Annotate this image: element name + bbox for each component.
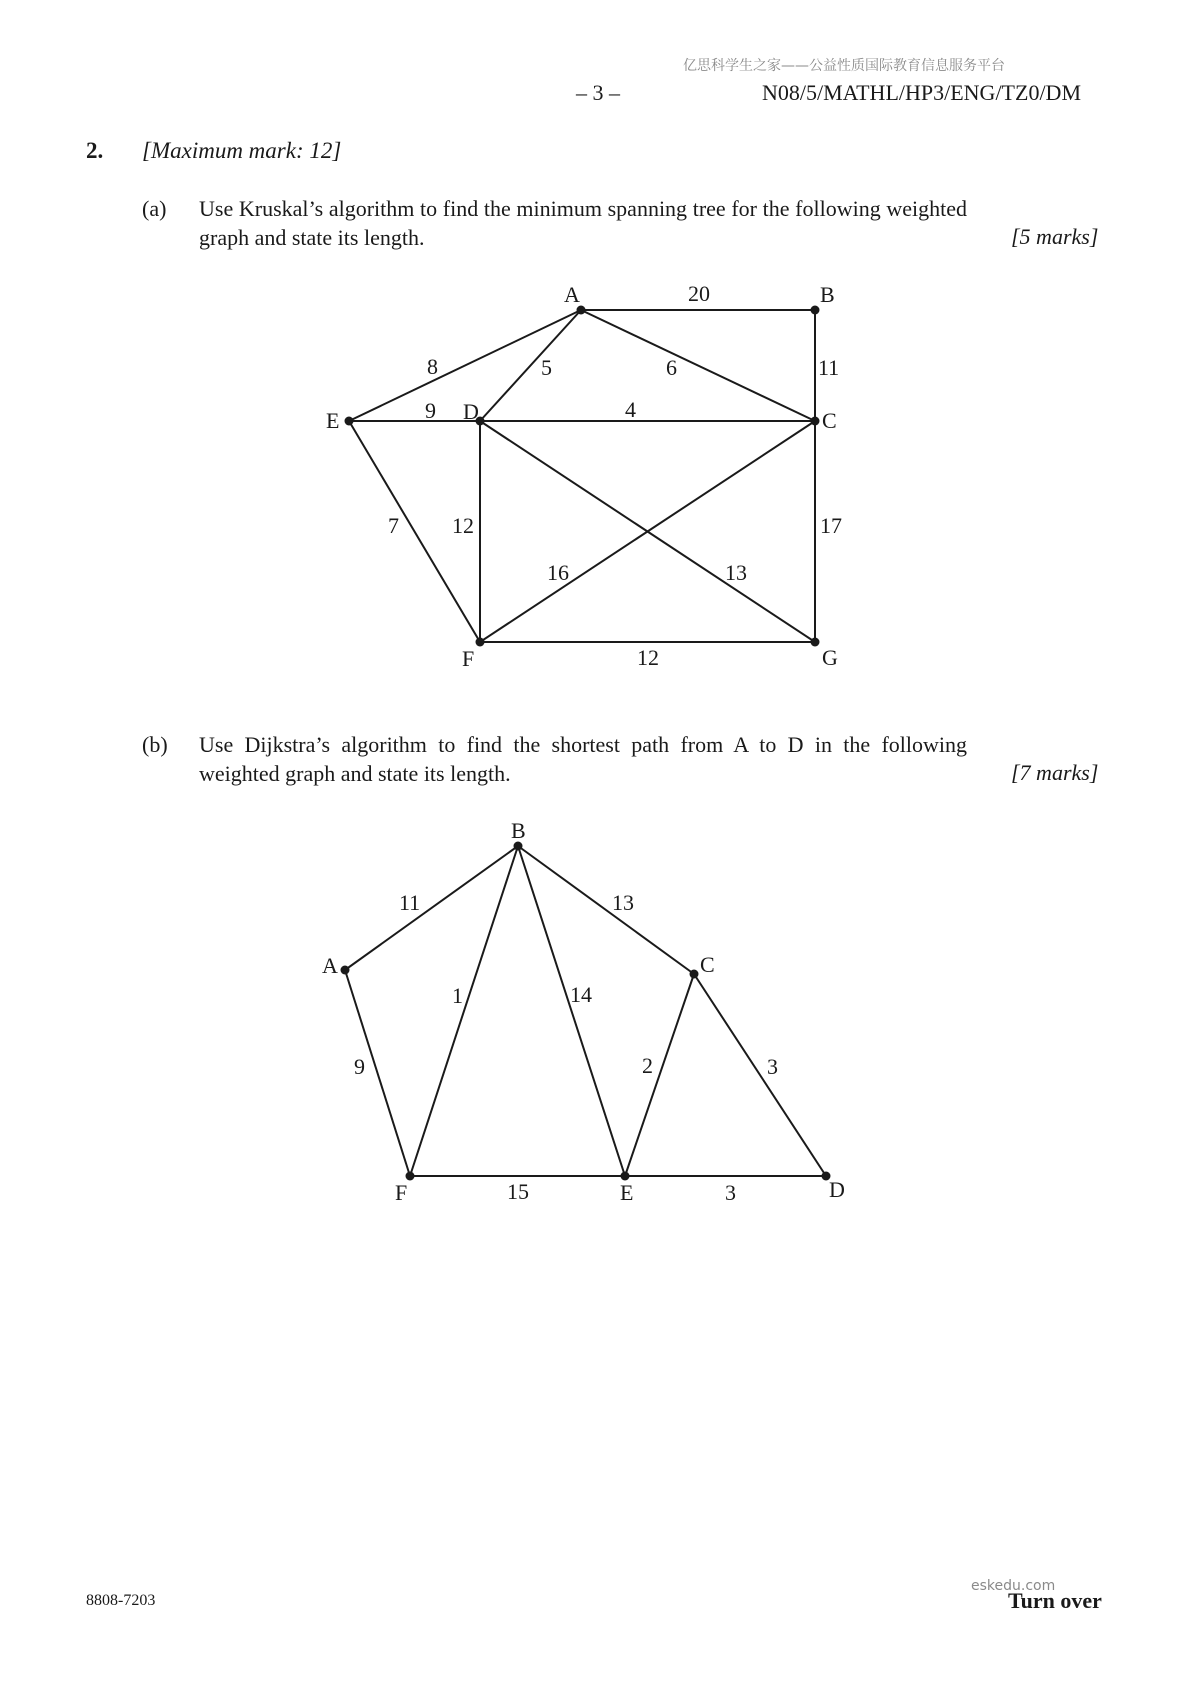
vertex-label-f: F (395, 1180, 408, 1205)
weight-b-c: 11 (818, 355, 840, 380)
weight-c-f: 16 (547, 560, 569, 585)
weight-a-f: 9 (354, 1054, 365, 1079)
vertex-a (341, 966, 350, 975)
part-b-text: Use Dijkstra’s algorithm to find the shortest path from A to D in the following weighted graph and state its length. (199, 732, 967, 786)
edge-a-b (345, 846, 518, 970)
vertex-label-f: F (462, 646, 475, 671)
weight-a-d: 5 (541, 355, 552, 380)
weight-c-d: 3 (767, 1054, 778, 1079)
weight-c-e: 2 (642, 1053, 653, 1078)
weight-f-e: 15 (507, 1179, 529, 1204)
edge-b-e (518, 846, 625, 1176)
weight-b-f: 1 (452, 983, 463, 1008)
weight-d-f: 12 (452, 513, 474, 538)
vertex-label-c: C (700, 952, 715, 977)
part-a-label: (a) (142, 196, 167, 221)
weight-b-c: 13 (612, 890, 634, 915)
question-max-mark: [Maximum mark: 12] (142, 138, 342, 163)
vertex-label-b: B (511, 818, 526, 843)
weight-d-c: 4 (625, 397, 636, 422)
graph-b-weights (354, 890, 778, 1205)
vertex-label-a: A (322, 953, 338, 978)
vertex-label-d: D (829, 1177, 845, 1202)
part-b-marks: [7 marks] (1011, 760, 1099, 785)
vertex-label-a: A (564, 282, 580, 307)
vertex-label-c: C (822, 408, 837, 433)
weight-a-e: 8 (427, 354, 438, 379)
weight-e-d: 3 (725, 1180, 736, 1205)
weight-e-f: 7 (388, 513, 399, 538)
header-watermark: 亿思科学生之家——公益性质国际教育信息服务平台 (683, 58, 1005, 74)
vertex-label-g: G (822, 645, 838, 670)
vertex-label-e: E (620, 1180, 634, 1205)
footer-watermark: eskedu.com (971, 1578, 1056, 1594)
edge-b-f (410, 846, 518, 1176)
weight-e-d: 9 (425, 398, 436, 423)
weight-d-g: 13 (725, 560, 747, 585)
footer-code: 8808-7203 (86, 1592, 156, 1609)
edge-c-d (694, 974, 826, 1176)
vertex-label-b: B (820, 282, 835, 307)
edge-b-c (518, 846, 694, 974)
weight-b-e: 14 (570, 982, 592, 1007)
part-a-marks: [5 marks] (1011, 224, 1099, 249)
weight-a-b: 20 (688, 281, 710, 306)
page-number: – 3 – (576, 80, 620, 105)
vertex-c (690, 970, 699, 979)
question-number: 2. (86, 138, 104, 163)
part-b-label: (b) (142, 732, 168, 757)
edge-c-e (625, 974, 694, 1176)
weight-a-c: 6 (666, 355, 677, 380)
weight-c-g: 17 (820, 513, 842, 538)
weight-a-b: 11 (399, 890, 421, 915)
part-a-text: Use Kruskal’s algorithm to find the minimum spanning tree for the following weighted graph and state its length. (199, 196, 967, 250)
weight-f-g: 12 (637, 645, 659, 670)
vertex-label-d: D (463, 399, 479, 424)
vertex-label-e: E (326, 408, 340, 433)
paper-code: N08/5/MATHL/HP3/ENG/TZ0/DM (762, 80, 1081, 105)
turn-over: Turn over (1008, 1588, 1102, 1613)
